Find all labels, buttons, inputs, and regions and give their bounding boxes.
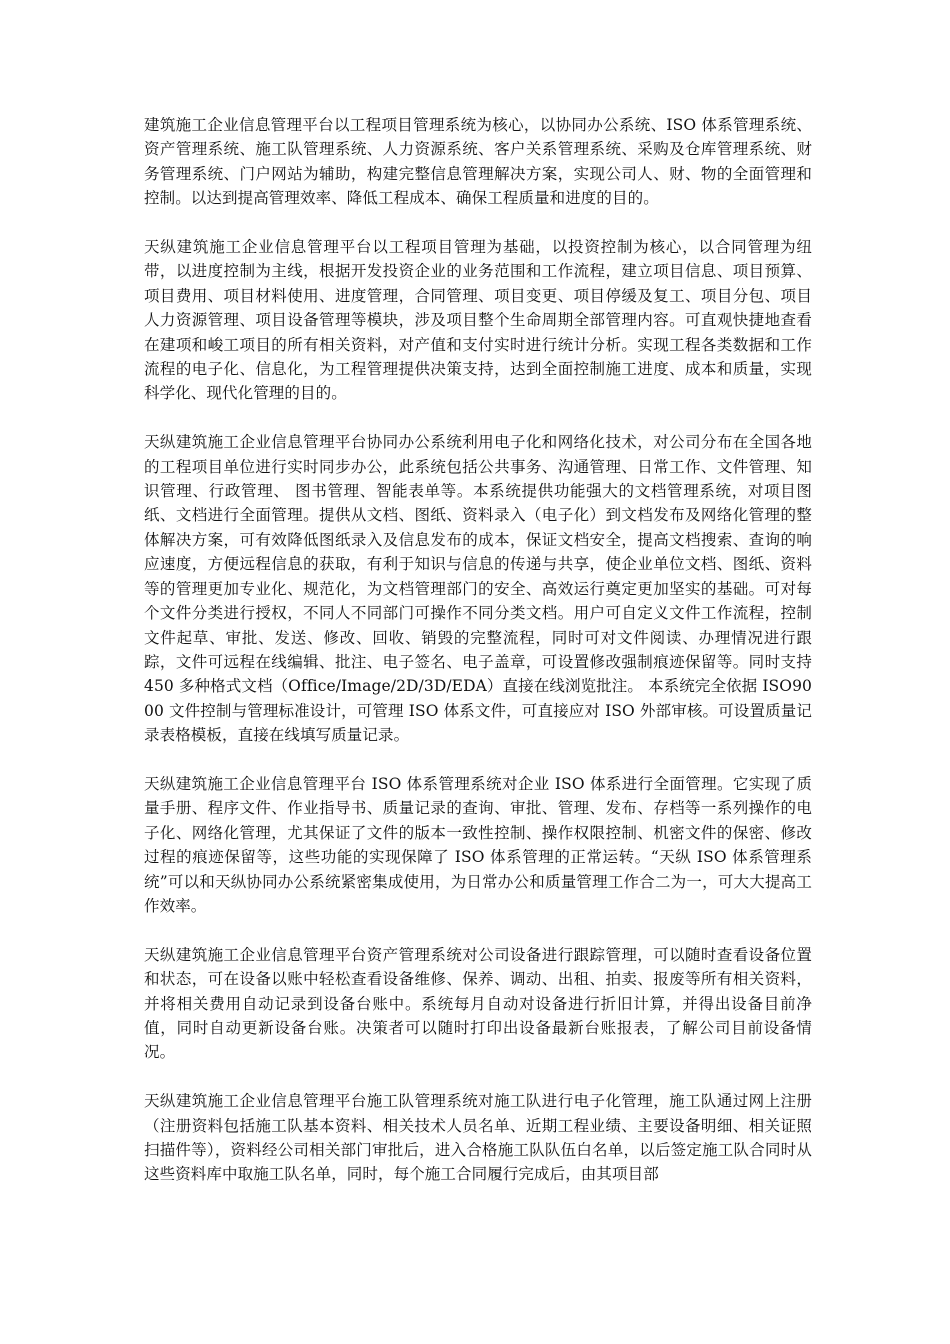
paragraph-platform-overview: 建筑施工企业信息管理平台以工程项目管理系统为核心，以协同办公系统、ISO 体系管理系统、资产管理系统、施工队管理系统、人力资源系统、客户关系管理系统、采购及仓库管理系统、财务管理系统、门户网站为辅助，构建完整信息管理解决方案，实现公司人、财、物的全面管理和控制。以达到提高管理效率、降低工程成本、确保工程质量和进度的目的。 [144, 116, 812, 208]
paragraph-project-management: 天纵建筑施工企业信息管理平台以工程项目管理为基础，以投资控制为核心，以合同管理为纽带，以进度控制为主线，根据开发投资企业的业务范围和工作流程，建立项目信息、项目预算、项目费用、项目材料使用、进度管理，合同管理、项目变更、项目停缓及复工、项目分包、项目人力资源管理、项目设备管理等模块，涉及项目整个生命周期全部管理内容。可直观快捷地查看在建项和峻工项目的所有相关资料，对产值和支付实时进行统计分析。实现工程各类数据和工作流程的电子化、信息化，为工程管理提供决策支持，达到全面控制施工进度、成本和质量，实现科学化、现代化管理的目的。 [144, 238, 812, 403]
document-body [144, 113, 812, 1211]
paragraph-construction-team: 天纵建筑施工企业信息管理平台施工队管理系统对施工队进行电子化管理，施工队通过网上注册（注册资料包括施工队基本资料、相关技术人员名单、近期工程业绩、主要设备明细、相关证照扫描件等），资料经公司相关部门审批后，进入合格施工队队伍白名单，以后签定施工队合同时从这些资料库中取施工队名单，同时，每个施工合同履行完成后，由其项目部 [144, 1092, 812, 1184]
paragraph-asset-management: 天纵建筑施工企业信息管理平台资产管理系统对公司设备进行跟踪管理，可以随时查看设备位置和状态，可在设备以账中轻松查看设备维修、保养、调动、出租、拍卖、报废等所有相关资料，并将相关费用自动记录到设备台账中。系统每月自动对设备进行折旧计算，并得出设备目前净值，同时自动更新设备台账。决策者可以随时打印出设备最新台账报表，了解公司目前设备情况。 [144, 945, 812, 1062]
paragraph-collaborative-office: 天纵建筑施工企业信息管理平台协同办公系统利用电子化和网络化技术，对公司分布在全国各地的工程项目单位进行实时同步办公，此系统包括公共事务、沟通管理、日常工作、文件管理、知识管理、行政管理、 图书管理、智能表单等。本系统提供功能强大的文档管理系统，对项目图纸、文档进行全面管理。提供从文档、图纸、资料录入（电子化）到文档发布及网络化管理的整体解决方案，可有效降低图纸录入及信息发布的成本，保证文档安全，提高文档搜索、查询的响应速度，方便远程信息的获取，有利于知识与信息的传递与共享，使企业单位文档、图纸、资料等的管理更加专业化、规范化，为文档管理部门的安全、高效运行奠定更加坚实的基础。可对每个文件分类进行授权，不同人不同部门可操作不同分类文档。用户可自定义文件工作流程，控制文件起草、审批、发送、修改、回收、销毁的完整流程，同时可对文件阅读、办理情况进行跟踪，文件可远程在线编辑、批注、电子签名、电子盖章，可设置修改强制痕迹保留等。同时支持 450 多种格式文档（Office/Image/2D/3D/EDA）直接在线浏览批注。 本系统完全依据 ISO9000 文件控制与管理标准设计，可管理 ISO 体系文件，可直接应对 ISO 外部审核。可设置质量记录表格模板，直接在线填写质量记录。 [144, 433, 812, 745]
paragraph-iso-system: 天纵建筑施工企业信息管理平台 ISO 体系管理系统对企业 ISO 体系进行全面管理。它实现了质量手册、程序文件、作业指导书、质量记录的查询、审批、管理、发布、存档等一系列操作的电子化、网络化管理，尤其保证了文件的版本一致性控制、操作权限控制、机密文件的保密、修改过程的痕迹保留等，这些功能的实现保障了 ISO 体系管理的正常运转。“天纵 ISO 体系管理系统”可以和天纵协同办公系统紧密集成使用，为日常办公和质量管理工作合二为一，可大大提高工作效率。 [144, 774, 812, 915]
